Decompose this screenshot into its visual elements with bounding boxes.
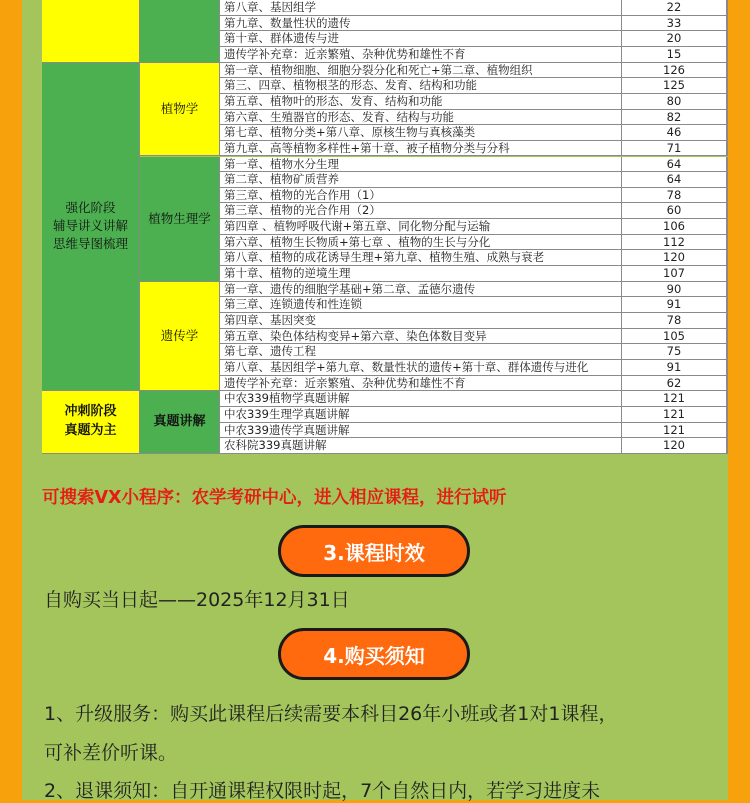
chapter-title-cell: 第七章、植物分类+第八章、原核生物与真核藻类 <box>220 125 622 141</box>
chapter-title-cell: 遗传学补充章：近亲繁殖、杂种优势和雄性不育 <box>220 376 622 392</box>
stage-cell <box>42 391 140 454</box>
section-3-badge: 3.课程时效 <box>278 525 470 577</box>
chapter-title-cell: 第十章、植物的逆境生理 <box>220 266 622 282</box>
subject-cell <box>140 157 220 282</box>
hours-cell: 62 <box>622 376 728 392</box>
hours-cell: 64 <box>622 172 728 188</box>
subject-cell <box>140 391 220 454</box>
chapter-title-cell: 中农339遗传学真题讲解 <box>220 423 622 439</box>
upgrade-service-line2: 可补差价听课。 <box>44 742 178 764</box>
hours-cell: 105 <box>622 329 728 345</box>
hours-cell: 15 <box>622 47 728 63</box>
chapter-title-cell: 第一章、遗传的细胞学基础+第二章、孟德尔遗传 <box>220 282 622 298</box>
chapter-title-cell: 遗传学补充章：近亲繁殖、杂种优势和雄性不育 <box>220 47 622 63</box>
hours-cell: 120 <box>622 250 728 266</box>
hours-cell: 80 <box>622 94 728 110</box>
hours-cell: 78 <box>622 188 728 204</box>
chapter-title-cell: 第三章、连锁遗传和性连锁 <box>220 297 622 313</box>
section-4-badge: 4.购买须知 <box>278 628 470 680</box>
hours-cell: 121 <box>622 391 728 407</box>
hours-cell: 64 <box>622 157 728 173</box>
hours-cell: 82 <box>622 110 728 126</box>
chapter-title-cell: 第五章、植物叶的形态、发育、结构和功能 <box>220 94 622 110</box>
hours-cell: 121 <box>622 407 728 423</box>
hours-cell: 75 <box>622 344 728 360</box>
hours-cell: 71 <box>622 141 728 157</box>
upgrade-service-line1: 1、升级服务：购买此课程后续需要本科目26年小班或者1对1课程， <box>44 703 618 725</box>
chapter-title-cell: 第四章、基因突变 <box>220 313 622 329</box>
hours-cell: 90 <box>622 282 728 298</box>
hours-cell: 126 <box>622 63 728 79</box>
chapter-title-cell: 第三章、植物的光合作用（1） <box>220 188 622 204</box>
subject-cell <box>140 63 220 157</box>
subject-cell <box>140 0 220 63</box>
chapter-title-cell: 第四章 、植物呼吸代谢+第五章、同化物分配与运输 <box>220 219 622 235</box>
hours-cell: 78 <box>622 313 728 329</box>
stage-cell <box>42 0 140 63</box>
validity-text: 自购买当日起——2025年12月31日 <box>44 589 350 611</box>
chapter-title-cell: 第二章、植物矿质营养 <box>220 172 622 188</box>
chapter-title-cell: 第十章、群体遗传与进 <box>220 31 622 47</box>
hours-cell: 120 <box>622 438 728 454</box>
subject-label <box>140 0 219 62</box>
subject-label: 植物生理学 <box>148 210 211 226</box>
hours-cell: 22 <box>622 0 728 16</box>
chapter-title-cell: 中农339生理学真题讲解 <box>220 407 622 423</box>
chapter-title-cell: 第六章、植物生长物质+第七章 、植物的生长与分化 <box>220 235 622 251</box>
chapter-title-cell: 第八章、植物的成花诱导生理+第九章、植物生殖、成熟与衰老 <box>220 250 622 266</box>
hours-cell: 46 <box>622 125 728 141</box>
refund-policy-line1: 2、退课须知：自开通课程权限时起，7个自然日内，若学习进度未 <box>44 780 601 802</box>
chapter-title-cell: 第七章、遗传工程 <box>220 344 622 360</box>
hours-cell: 121 <box>622 423 728 439</box>
subject-label: 遗传学 <box>160 327 199 343</box>
chapter-title-cell: 中农339植物学真题讲解 <box>220 391 622 407</box>
chapter-title-cell: 第一章、植物细胞、细胞分裂分化和死亡+第二章、植物组织 <box>220 63 622 79</box>
stage-label: 强化阶段 辅导讲义讲解 思维导图梳理 <box>52 200 128 252</box>
subject-cell <box>140 282 220 392</box>
chapter-title-cell: 第三、四章、植物根茎的形态、发育、结构和功能 <box>220 78 622 94</box>
subject-label: 植物学 <box>160 100 199 116</box>
hours-cell: 33 <box>622 16 728 32</box>
chapter-title-cell: 第八章、基因组学 <box>220 0 622 16</box>
chapter-title-cell: 第三章、植物的光合作用（2） <box>220 203 622 219</box>
stage-label: 冲刺阶段 真题为主 <box>64 404 117 439</box>
hours-cell: 125 <box>622 78 728 94</box>
subject-label: 真题讲解 <box>153 413 206 429</box>
chapter-title-cell: 第五章、染色体结构变异+第六章、染色体数目变异 <box>220 329 622 345</box>
hours-cell: 106 <box>622 219 728 235</box>
chapter-title-cell: 第六章、生殖器官的形态、发育、结构与功能 <box>220 110 622 126</box>
hours-cell: 107 <box>622 266 728 282</box>
hours-cell: 91 <box>622 360 728 376</box>
course-table <box>42 0 728 454</box>
chapter-title-cell: 农科院339真题讲解 <box>220 438 622 454</box>
hours-cell: 60 <box>622 203 728 219</box>
chapter-title-cell: 第九章、高等植物多样性+第十章、被子植物分类与分科 <box>220 141 622 157</box>
hours-cell: 91 <box>622 297 728 313</box>
trial-notice: 可搜索VX小程序：农学考研中心，进入相应课程，进行试听 <box>42 488 507 508</box>
content-panel <box>22 0 728 800</box>
chapter-title-cell: 第九章、数量性状的遗传 <box>220 16 622 32</box>
hours-cell: 112 <box>622 235 728 251</box>
chapter-title-cell: 第八章、基因组学+第九章、数量性状的遗传+第十章、群体遗传与进化 <box>220 360 622 376</box>
stage-cell <box>42 63 140 392</box>
hours-cell: 20 <box>622 31 728 47</box>
chapter-title-cell: 第一章、植物水分生理 <box>220 157 622 173</box>
